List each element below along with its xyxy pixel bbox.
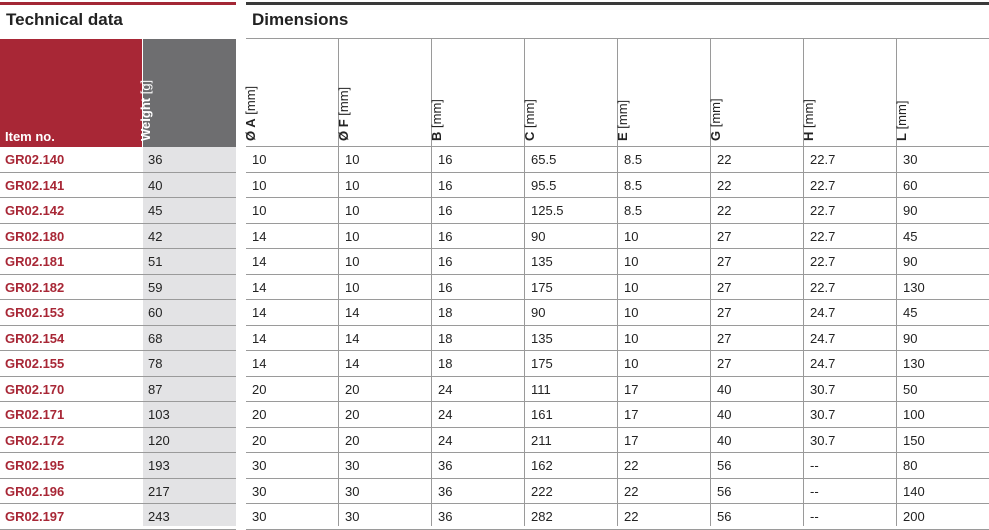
dimension-value: 24 xyxy=(438,432,453,448)
dimension-unit: [mm] xyxy=(243,85,258,119)
dimension-value: 10 xyxy=(345,279,360,295)
item-number: GR02.195 xyxy=(5,458,65,473)
dimension-unit: [mm] xyxy=(708,98,723,131)
dimension-value: 111 xyxy=(531,381,551,397)
dimension-value: 30 xyxy=(345,483,360,499)
weight-value: 120 xyxy=(148,432,170,448)
row-separator xyxy=(246,274,989,275)
dimension-value: 22.7 xyxy=(810,228,836,244)
row-separator xyxy=(246,529,989,530)
dimension-value: 222 xyxy=(531,483,553,499)
dimension-value: 27 xyxy=(717,356,732,371)
dimension-value: 24 xyxy=(438,407,453,422)
dimension-value: 14 xyxy=(345,356,360,371)
table-row xyxy=(0,479,236,505)
table-row xyxy=(0,249,236,275)
item-number: GR02.172 xyxy=(5,432,65,448)
dimension-symbol: B xyxy=(429,131,444,141)
dimension-column-header xyxy=(429,39,525,147)
dimension-symbol: L xyxy=(894,133,909,141)
dimension-value: 130 xyxy=(903,279,925,295)
dimension-value: 14 xyxy=(345,305,360,320)
dimension-value: 27 xyxy=(717,279,732,295)
dimension-column-header xyxy=(801,39,897,147)
dimension-value: 30.7 xyxy=(810,381,836,397)
dimension-value: 27 xyxy=(717,330,732,346)
item-number: GR02.196 xyxy=(5,483,65,499)
weight-value: 59 xyxy=(148,279,163,295)
technical-data-panel xyxy=(0,0,236,526)
technical-data-top-rule xyxy=(0,2,236,5)
dimension-value: 36 xyxy=(438,458,453,473)
dimension-value: 16 xyxy=(438,203,453,218)
item-number: GR02.155 xyxy=(5,356,65,371)
dimension-value: 60 xyxy=(903,177,918,193)
weight-value: 60 xyxy=(148,305,163,320)
dimension-column-header xyxy=(243,39,339,147)
dimension-value: 135 xyxy=(531,330,553,346)
table-row xyxy=(0,173,236,199)
dimension-value: 20 xyxy=(345,432,360,448)
row-separator xyxy=(246,478,989,479)
item-no-header xyxy=(0,39,142,147)
dimension-value: 20 xyxy=(345,407,360,422)
dimension-value: -- xyxy=(810,509,819,524)
dimension-value: 150 xyxy=(903,432,925,448)
row-separator xyxy=(246,197,989,198)
dimensions-top-rule xyxy=(246,2,989,5)
dimension-value: 10 xyxy=(345,177,360,193)
dimension-value: 20 xyxy=(252,381,267,397)
dimension-symbol: G xyxy=(708,130,723,141)
dimension-value: 125.5 xyxy=(531,203,564,218)
dimension-symbol: C xyxy=(522,131,537,141)
dimension-value: 90 xyxy=(531,228,546,244)
dimension-value: 22 xyxy=(624,509,639,524)
row-separator xyxy=(0,529,236,530)
dimension-value: -- xyxy=(810,483,819,499)
dimension-value: 56 xyxy=(717,483,732,499)
item-number: GR02.180 xyxy=(5,228,65,244)
dimension-column-header xyxy=(522,39,618,147)
dimension-value: 16 xyxy=(438,228,453,244)
dimension-value: 14 xyxy=(252,254,267,269)
weight-value: 103 xyxy=(148,407,170,422)
dimension-value: 14 xyxy=(345,330,360,346)
weight-value: 68 xyxy=(148,330,163,346)
dimension-value: 22 xyxy=(717,203,732,218)
dimension-value: 40 xyxy=(717,432,732,448)
row-separator xyxy=(246,452,989,453)
dimension-value: 24 xyxy=(438,381,453,397)
dimension-value: 80 xyxy=(903,458,918,473)
dimension-unit: [mm] xyxy=(336,86,351,120)
dimension-value: 10 xyxy=(345,152,360,167)
weight-header-name: Weight xyxy=(138,97,153,141)
dimension-value: 175 xyxy=(531,279,553,295)
dimension-value: 22 xyxy=(624,483,639,499)
dimension-value: 162 xyxy=(531,458,553,473)
item-number: GR02.181 xyxy=(5,254,65,269)
dimension-value: 90 xyxy=(903,203,918,218)
item-no-header-label: Item no. xyxy=(5,129,55,144)
dimensions-title: Dimensions xyxy=(252,10,349,29)
row-separator xyxy=(246,299,989,300)
weight-value: 78 xyxy=(148,356,163,371)
dimension-value: 30 xyxy=(252,458,267,473)
row-separator xyxy=(246,350,989,351)
dimension-value: 45 xyxy=(903,305,918,320)
dimension-value: 17 xyxy=(624,432,639,448)
weight-value: 36 xyxy=(148,152,163,167)
item-number: GR02.154 xyxy=(5,330,65,346)
table-row xyxy=(0,351,236,377)
dimension-value: 22 xyxy=(717,152,732,167)
item-number: GR02.141 xyxy=(5,177,65,193)
dimension-value: 200 xyxy=(903,509,925,524)
table-row xyxy=(0,147,236,173)
dimension-value: 211 xyxy=(531,432,552,448)
dimension-unit: [mm] xyxy=(894,100,909,134)
dimension-value: 8.5 xyxy=(624,203,643,218)
item-number: GR02.153 xyxy=(5,305,65,320)
weight-value: 193 xyxy=(148,458,170,473)
dimension-symbol: Ø A xyxy=(243,118,258,141)
weight-value: 217 xyxy=(148,483,170,499)
dimension-value: 50 xyxy=(903,381,918,397)
dimension-value: 14 xyxy=(252,279,267,295)
dimension-value: 100 xyxy=(903,407,925,422)
dimension-value: 10 xyxy=(345,203,360,218)
table-row xyxy=(0,198,236,224)
dimension-value: 130 xyxy=(903,356,925,371)
table-row xyxy=(0,300,236,326)
technical-data-title: Technical data xyxy=(6,10,123,29)
dimension-value: 30 xyxy=(252,509,267,524)
dimension-unit: [mm] xyxy=(429,99,444,132)
dimension-value: 22.7 xyxy=(810,152,836,167)
item-number: GR02.142 xyxy=(5,203,65,218)
dimensions-panel xyxy=(243,0,989,526)
dimension-value: 56 xyxy=(717,458,732,473)
dimension-value: 24.7 xyxy=(810,305,836,320)
dimension-value: 10 xyxy=(624,305,639,320)
row-separator xyxy=(246,401,989,402)
item-number: GR02.140 xyxy=(5,152,65,167)
dimension-value: 30 xyxy=(252,483,267,499)
dimension-column-header xyxy=(708,39,804,147)
dimension-unit: [mm] xyxy=(615,99,630,133)
weight-header-unit: [g] xyxy=(138,79,153,95)
dimension-value: 40 xyxy=(717,381,732,397)
dimension-value: 16 xyxy=(438,177,453,193)
dimension-value: 90 xyxy=(531,305,546,320)
dimension-value: 10 xyxy=(345,254,360,269)
dimension-value: 30 xyxy=(345,509,360,524)
dimension-value: 27 xyxy=(717,305,732,320)
dimension-value: -- xyxy=(810,458,819,473)
dimension-value: 36 xyxy=(438,509,453,524)
row-separator xyxy=(246,325,989,326)
dimension-value: 8.5 xyxy=(624,177,643,193)
dimension-value: 56 xyxy=(717,509,732,524)
item-number: GR02.197 xyxy=(5,509,65,524)
row-separator xyxy=(246,503,989,504)
dimension-value: 65.5 xyxy=(531,152,557,167)
dimension-symbol: H xyxy=(801,131,816,141)
dimension-value: 24.7 xyxy=(810,356,836,371)
dimension-value: 22.7 xyxy=(810,177,836,193)
dimension-value: 30 xyxy=(345,458,360,473)
row-separator xyxy=(246,376,989,377)
dimension-value: 140 xyxy=(903,483,925,499)
dimension-value: 22 xyxy=(624,458,639,473)
dimension-value: 10 xyxy=(252,203,267,218)
dimension-value: 40 xyxy=(717,407,732,422)
dimension-value: 16 xyxy=(438,279,453,295)
weight-value: 42 xyxy=(148,228,163,244)
item-number: GR02.171 xyxy=(5,407,65,422)
dimension-value: 282 xyxy=(531,509,553,524)
dimension-value: 36 xyxy=(438,483,453,499)
dimension-value: 22.7 xyxy=(810,254,836,269)
dimension-value: 45 xyxy=(903,228,918,244)
dimension-value: 10 xyxy=(252,152,267,167)
dimension-unit: [mm] xyxy=(801,99,816,132)
dimension-column-header xyxy=(336,39,432,147)
dimension-value: 30.7 xyxy=(810,407,836,422)
table-row xyxy=(0,224,236,250)
dimension-value: 30.7 xyxy=(810,432,836,448)
weight-value: 51 xyxy=(148,254,163,269)
dimension-value: 90 xyxy=(903,254,918,269)
dimension-value: 18 xyxy=(438,305,453,320)
weight-value: 45 xyxy=(148,203,163,218)
dimension-value: 10 xyxy=(624,330,639,346)
dimension-value: 10 xyxy=(345,228,360,244)
item-number: GR02.182 xyxy=(5,279,65,295)
table-row xyxy=(0,428,236,454)
item-number: GR02.170 xyxy=(5,381,65,397)
dimension-value: 175 xyxy=(531,356,553,371)
table-row xyxy=(0,377,236,403)
dimension-value: 10 xyxy=(624,254,639,269)
dimension-value: 8.5 xyxy=(624,152,643,167)
dimension-value: 90 xyxy=(903,330,918,346)
dimension-value: 20 xyxy=(345,381,360,397)
dimension-value: 135 xyxy=(531,254,553,269)
dimension-value: 20 xyxy=(252,432,267,448)
dimension-value: 14 xyxy=(252,228,267,244)
dimension-value: 161 xyxy=(531,407,553,422)
dimension-value: 18 xyxy=(438,356,453,371)
dimension-value: 20 xyxy=(252,407,267,422)
dimension-value: 10 xyxy=(252,177,267,193)
dimension-value: 22.7 xyxy=(810,203,836,218)
row-separator xyxy=(246,172,989,173)
dimension-value: 24.7 xyxy=(810,330,836,346)
dimension-value: 14 xyxy=(252,305,267,320)
dimension-column-header xyxy=(894,39,989,147)
weight-value: 243 xyxy=(148,509,170,524)
dimension-unit: [mm] xyxy=(522,99,537,132)
weight-value: 87 xyxy=(148,381,163,397)
dimension-symbol: E xyxy=(615,132,630,141)
row-separator xyxy=(246,427,989,428)
dimension-value: 17 xyxy=(624,407,639,422)
dimension-value: 22.7 xyxy=(810,279,836,295)
dimension-value: 10 xyxy=(624,279,639,295)
dimension-value: 14 xyxy=(252,356,267,371)
dimension-column-header xyxy=(615,39,711,147)
dimension-value: 10 xyxy=(624,228,639,244)
dimension-value: 27 xyxy=(717,254,732,269)
dimension-symbol: Ø F xyxy=(336,119,351,141)
dimension-value: 27 xyxy=(717,228,732,244)
table-row xyxy=(0,402,236,428)
dimension-value: 14 xyxy=(252,330,267,346)
table-row xyxy=(0,326,236,352)
dimension-value: 30 xyxy=(903,152,918,167)
dimension-value: 16 xyxy=(438,152,453,167)
dimension-value: 95.5 xyxy=(531,177,557,193)
dimension-value: 16 xyxy=(438,254,453,269)
dimension-value: 18 xyxy=(438,330,453,346)
dimension-value: 17 xyxy=(624,381,639,397)
row-separator xyxy=(246,223,989,224)
weight-value: 40 xyxy=(148,177,163,193)
row-separator xyxy=(246,248,989,249)
dimension-value: 10 xyxy=(624,356,639,371)
weight-header xyxy=(138,39,236,147)
table-row xyxy=(0,453,236,479)
dimension-value: 22 xyxy=(717,177,732,193)
table-row xyxy=(0,275,236,301)
